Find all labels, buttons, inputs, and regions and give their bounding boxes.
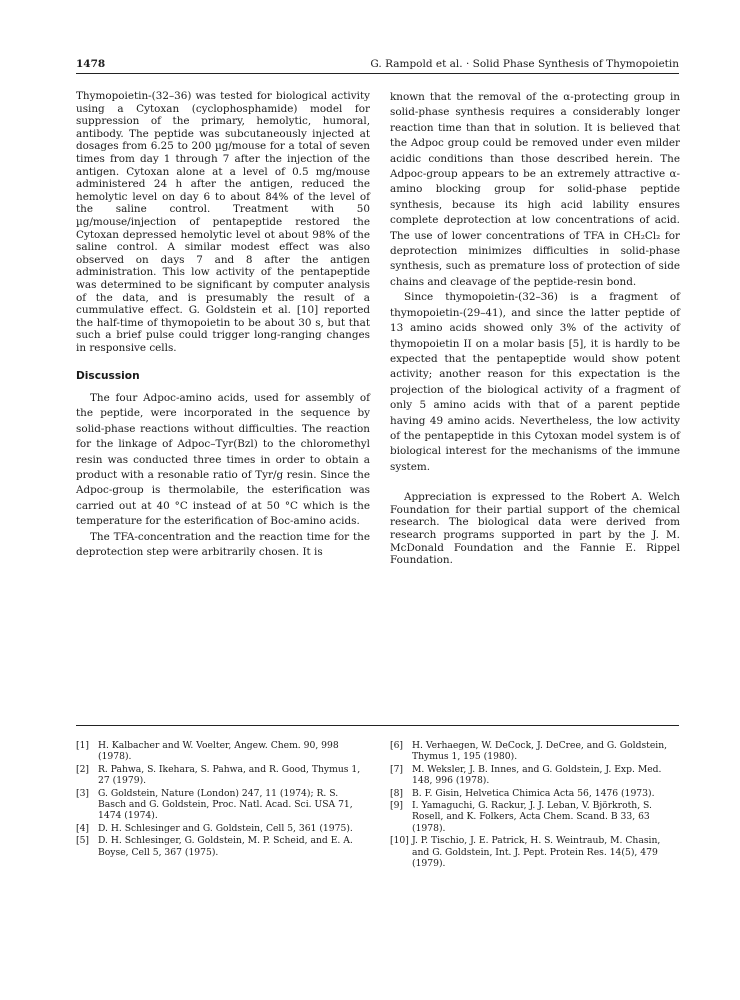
reference-item — [390, 835, 680, 869]
reference-item — [76, 740, 366, 763]
reference-number: [9] — [390, 800, 404, 812]
reference-number: [4] — [76, 822, 90, 834]
reference-number: [5] — [76, 835, 90, 847]
reference-item — [390, 788, 680, 799]
header-rule — [76, 73, 679, 74]
acknowledgement-paragraph: Appreciation is expressed to the Robert A. Welch Foundation for their partial support of the chemical research. The biological data were derived from research programs supported in part by the J. M. McDonald Foundation and the Fannie E. Rippel Foundation. — [390, 491, 680, 567]
reference-item — [76, 835, 366, 858]
reference-text: H. Kalbacher and W. Voelter, Angew. Chem. 90, 998 (1978). — [98, 740, 339, 763]
left-column — [76, 90, 370, 560]
reference-number: [6] — [390, 740, 404, 751]
reference-text: D. H. Schlesinger and G. Goldstein, Cell 5, 361 (1975). — [98, 822, 353, 834]
reference-text: D. H. Schlesinger, G. Goldstein, M. P. Scheid, and E. A. Boyse, Cell 5, 367 (1975). — [98, 835, 353, 858]
reference-list-right — [390, 740, 680, 870]
discussion-paragraph-4: Since thymopoietin-(32–36) is a fragment of thymopoietin-(29–41), and since the latter peptide of 13 amino acids showed only 3% of the activity of thymopoietin II on a molar basis [5], it is hardly to be expected that the pentapeptide would show potent activity; another reason for this expectation is the projection of the biological activity of a fragment of only 5 amino acids with that of a parent peptide having 49 amino acids. Nevertheless, the low activity of the pentapeptide in this Cytoxan model system is of biological interest for the mechanisms of the immune system. — [390, 291, 680, 473]
right-column — [390, 90, 680, 567]
reference-number: [2] — [76, 763, 90, 775]
discussion-paragraph-3: known that the removal of the α-protecting group in solid-phase synthesis requires a considerably longer reaction time than that in solution. It is believed that the Adpoc group could be removed under even milder acidic conditions than those described herein. The Adpoc-group appears to be an extremely attractive α-amino blocking group for solid-phase peptide synthesis, because its high acid lability ensures complete deprotection at low concentrations of acid. The use of lower concentrations of TFA in CH₂Cl₂ for deprotection minimizes difficulties in solid-phase synthesis, such as premature loss of protection of side chains and cleavage of the peptide-resin bond. — [390, 91, 680, 288]
reference-text: B. F. Gisin, Helvetica Chimica Acta 56, 1476 (1973). — [412, 787, 655, 799]
reference-number: [3] — [76, 787, 90, 799]
reference-number: [10] — [390, 835, 409, 847]
reference-list-left — [76, 740, 366, 859]
running-header — [76, 56, 679, 74]
reference-text: M. Weksler, J. B. Innes, and G. Goldstein, J. Exp. Med. 148, 996 (1978). — [412, 763, 662, 787]
section-heading-discussion: Discussion — [76, 370, 140, 383]
page-number: 1478 — [76, 58, 106, 70]
reference-text: I. Yamaguchi, G. Rackur, J. J. Leban, V. Björkroth, S. Rosell, and K. Folkers, Acta Chem. Scand. B 33, 63 (1978). — [412, 800, 652, 834]
reference-item — [390, 740, 680, 763]
running-title: G. Rampold et al. · Solid Phase Synthesis of Thymopoietin — [370, 58, 679, 70]
reference-number: [8] — [390, 787, 404, 799]
discussion-paragraph-1: The four Adpoc-amino acids, used for assembly of the peptide, were incorporated in the sequence by solid-phase reactions without difficulties. The reaction for the linkage of Adpoc–Tyr(Bzl) to the chloromethyl resin was conducted three times in order to obtain a product with a resonable ratio of Tyr/g resin. Since the Adpoc-group is thermolabile, the esterification was carried out at 40 °C instead of at 50 °C which is the temperature for the esterification of Boc-amino acids. — [76, 391, 370, 528]
reference-text: R. Pahwa, S. Ikehara, S. Pahwa, and R. Good, Thymus 1, 27 (1979). — [98, 763, 361, 787]
reference-text: H. Verhaegen, W. DeCock, J. DeCree, and G. Goldstein, Thymus 1, 195 (1980). — [412, 740, 668, 763]
reference-item — [76, 764, 366, 787]
reference-text: G. Goldstein, Nature (London) 247, 11 (1974); R. S. Basch and G. Goldstein, Proc. Natl. Acad. Sci. USA 71, 1474 (1974). — [98, 787, 353, 822]
results-paragraph: Thymopoietin-(32–36) was tested for biological activity using a Cytoxan (cyclophosphamide) model for suppression of the primary, hemolytic, humoral, antibody. The peptide was subcutaneously injected at dosages from 6.25 to 200 µg/mouse for a total of seven times from day 1 through 7 after the injection of the antigen. Cytoxan alone at a level of 0.5 mg/mouse administered 24 h after the antigen, reduced the hemolytic level on day 6 to about 84% of the level of the saline control. Treatment with 50 µg/mouse/injection of pentapeptide restored the Cytoxan depressed hemolytic level ot about 98% of the saline control. A similar modest effect was also observed on days 7 and 8 after the antigen administration. This low activity of the pentapeptide was determined to be significant by computer analysis of the data, and is presumably the result of a cummulative effect. G. Goldstein et al. [10] reported the half-time of thymopoietin to be about 30 s, but that such a brief pulse could trigger long-ranging changes in responsive cells. — [76, 90, 370, 354]
reference-item — [390, 764, 680, 787]
reference-item — [390, 800, 680, 834]
reference-text: J. P. Tischio, J. E. Patrick, H. S. Weintraub, M. Chasin, and G. Goldstein, Int. J. Pept. Protein Res. 14(5), 479 (1979). — [412, 835, 661, 870]
references-rule — [76, 725, 679, 726]
discussion-paragraph-2: The TFA-concentration and the reaction time for the deprotection step were arbitrarily chosen. It is — [76, 530, 370, 558]
reference-item — [76, 823, 366, 834]
reference-item — [76, 788, 366, 822]
reference-number: [7] — [390, 763, 404, 775]
reference-number: [1] — [76, 740, 90, 751]
